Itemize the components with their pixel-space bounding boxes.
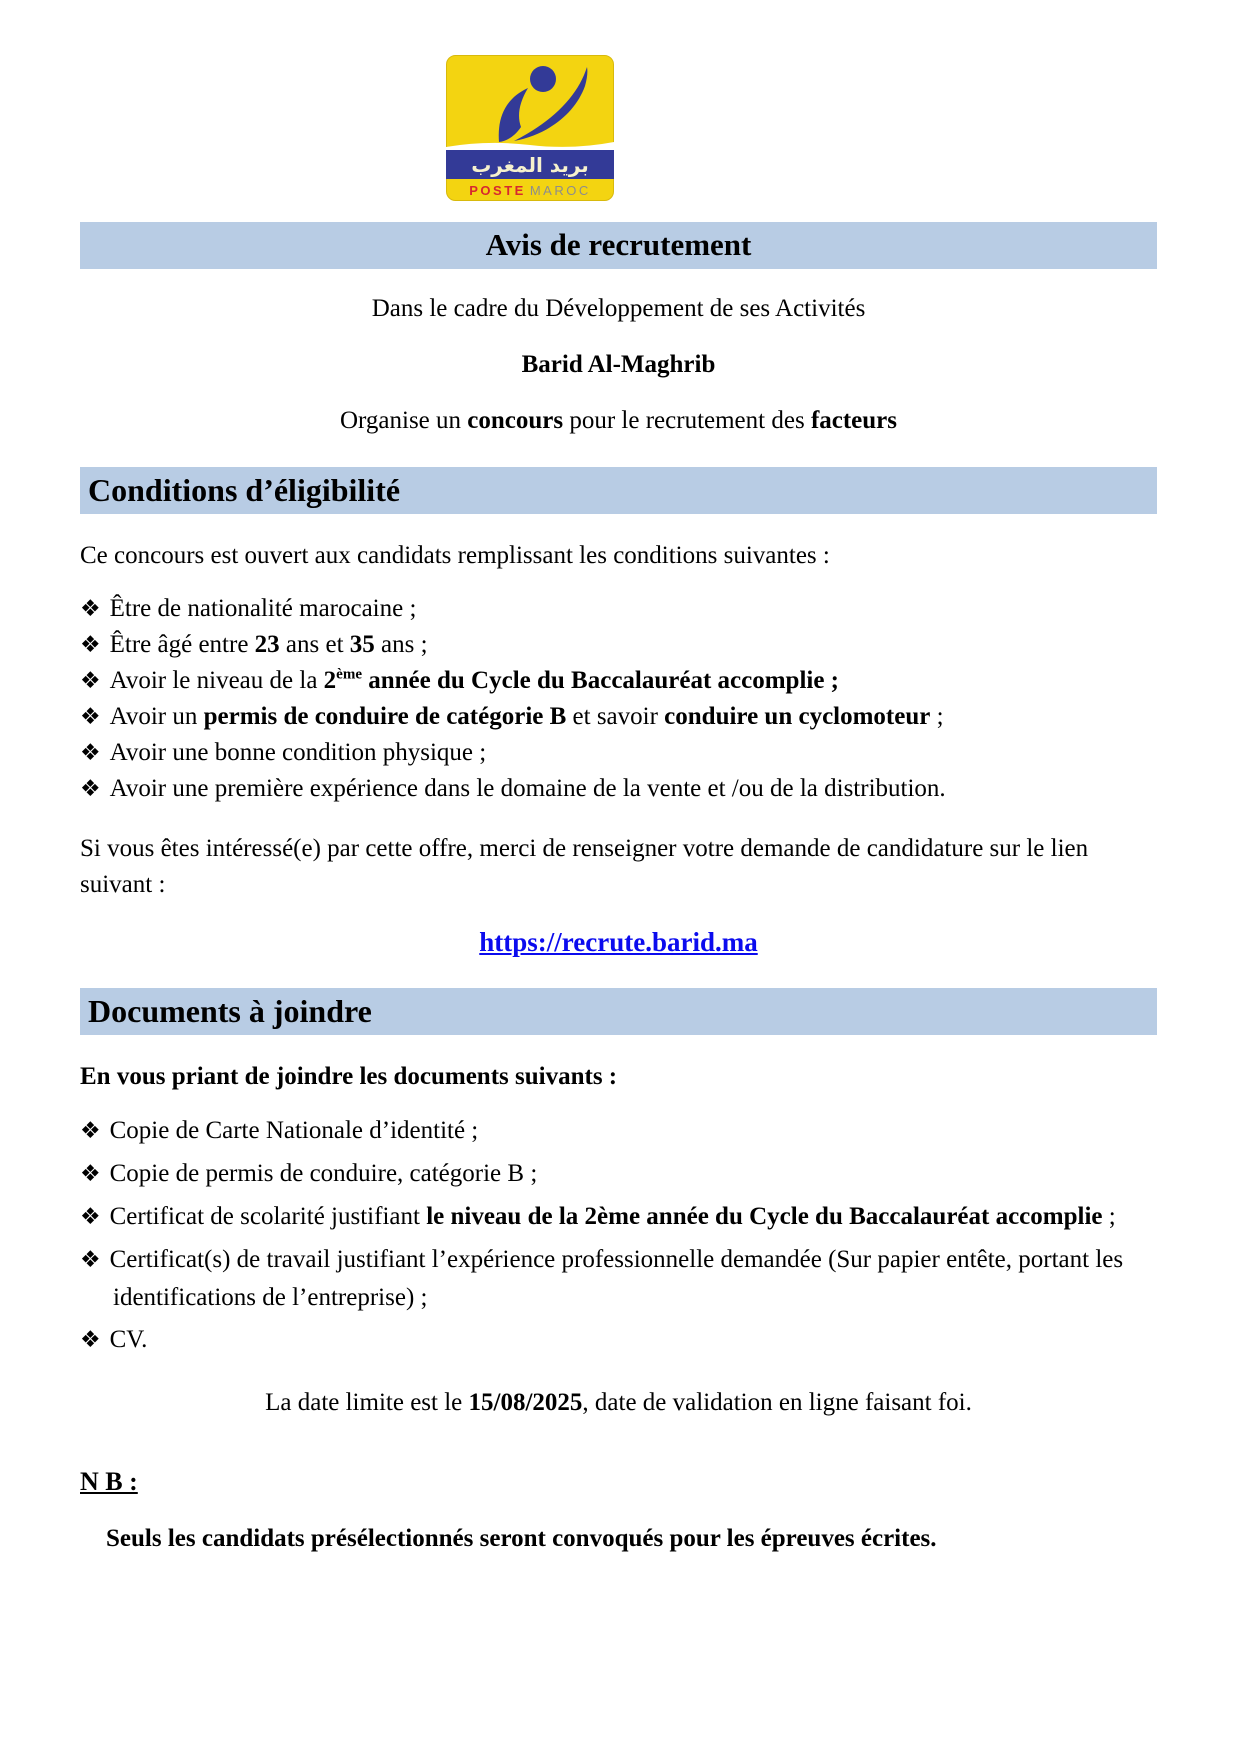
diamond-bullet-icon: ❖	[80, 1118, 101, 1144]
maroc-wordmark: MAROC	[529, 183, 591, 198]
organise-line: Organise un concours pour le recrutement des facteurs	[339, 407, 898, 434]
diamond-bullet-icon: ❖	[80, 776, 101, 802]
document-item-text: Certificat de scolarité justifiant le niveau de la 2ème année du Cycle du Baccalauréat accomplie ;	[109, 1203, 1116, 1230]
diamond-bullet-icon: ❖	[80, 596, 101, 622]
condition-item	[80, 627, 1157, 663]
document-item-text: Copie de Carte Nationale d’identité ;	[109, 1117, 479, 1144]
condition-item	[80, 591, 1157, 627]
documents-lead: En vous priant de joindre les documents suivants :	[80, 1063, 618, 1090]
documents-list	[80, 1112, 1157, 1359]
condition-item	[80, 699, 1157, 735]
conditions-heading-label: Conditions d’éligibilité	[88, 472, 401, 508]
poste-wordmark: POSTE	[469, 183, 526, 198]
document-item	[80, 1112, 1157, 1150]
document-item	[80, 1241, 1157, 1316]
condition-item-text: Avoir un permis de conduire de catégorie B et savoir conduire un cyclomoteur ;	[109, 703, 944, 730]
diamond-bullet-icon: ❖	[80, 632, 101, 658]
condition-item-text: Avoir une bonne condition physique ;	[109, 739, 487, 766]
condition-item	[80, 735, 1157, 771]
diamond-bullet-icon: ❖	[80, 1204, 101, 1230]
document-item-text: CV.	[109, 1326, 148, 1353]
apply-paragraph: Si vous êtes intéressé(e) par cette offre, merci de renseigner votre demande de candidature sur le lien suivant :	[80, 835, 1089, 898]
condition-item	[80, 771, 1157, 807]
diamond-bullet-icon: ❖	[80, 1161, 101, 1187]
intro-subtitle: Dans le cadre du Développement de ses Activités	[371, 295, 866, 322]
condition-item	[80, 663, 1157, 699]
condition-item-text: Avoir une première expérience dans le domaine de la vente et /ou de la distribution.	[109, 775, 946, 802]
diamond-bullet-icon: ❖	[80, 704, 101, 730]
poste-maroc-logo	[446, 0, 614, 201]
recruitment-title-band	[80, 222, 1157, 269]
diamond-bullet-icon: ❖	[80, 1247, 101, 1273]
deadline-line: La date limite est le 15/08/2025, date de validation en ligne faisant foi.	[265, 1389, 972, 1416]
link-line	[80, 927, 1157, 958]
diamond-bullet-icon: ❖	[80, 668, 101, 694]
document-item-text: Copie de permis de conduire, catégorie B ;	[109, 1160, 538, 1187]
poste-maroc-logo-icon	[446, 55, 614, 201]
section-heading-documents	[80, 988, 1157, 1035]
condition-item-text: Avoir le niveau de la 2ème année du Cycle du Baccalauréat accomplie ;	[109, 666, 840, 694]
documents-heading-label: Documents à joindre	[88, 993, 372, 1029]
company-name: Barid Al-Maghrib	[521, 351, 716, 378]
diamond-bullet-icon: ❖	[80, 1327, 101, 1353]
document-item-text: Certificat(s) de travail justifiant l’expérience professionnelle demandée (Sur papier entête, portant les identifications de l’entreprise) ;	[109, 1246, 1124, 1311]
section-heading-conditions	[80, 467, 1157, 514]
nb-label: N B :	[80, 1467, 138, 1496]
document-item	[80, 1198, 1157, 1236]
recruitment-link[interactable]: https://recrute.barid.ma	[479, 927, 758, 957]
arabic-wordmark: بريد المغرب	[471, 153, 589, 177]
condition-item-text: Être de nationalité marocaine ;	[109, 595, 417, 622]
document-item	[80, 1155, 1157, 1193]
document-body	[80, 222, 1157, 1553]
conditions-lead: Ce concours est ouvert aux candidats remplissant les conditions suivantes :	[80, 542, 830, 569]
condition-item-text: Être âgé entre 23 ans et 35 ans ;	[109, 631, 428, 658]
latin-wordmark	[469, 183, 590, 198]
conditions-list	[80, 591, 1157, 807]
diamond-bullet-icon: ❖	[80, 740, 101, 766]
page-title: Avis de recrutement	[485, 227, 752, 262]
document-item	[80, 1321, 1157, 1359]
nb-note: Seuls les candidats présélectionnés seront convoqués pour les épreuves écrites.	[106, 1525, 937, 1552]
